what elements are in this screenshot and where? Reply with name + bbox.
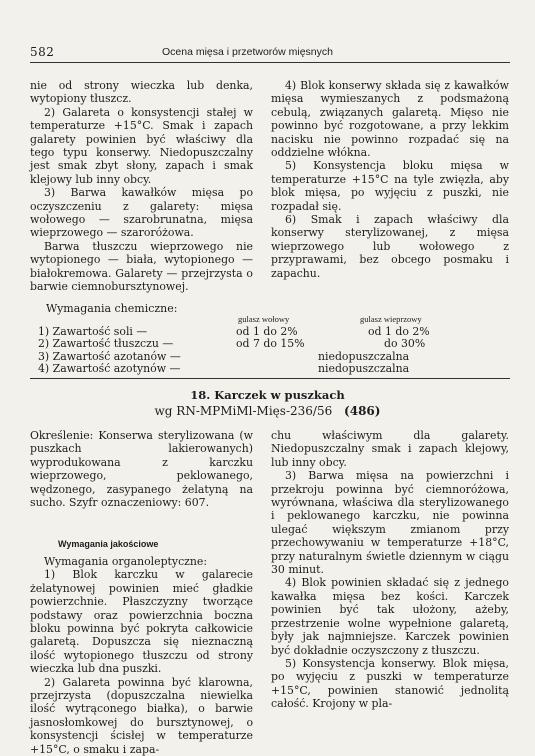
paragraph: 5) Konsystencja bloku mięsa w temperaturze +15°C na tyle zwięzła, aby blok mięsa, po wyjęciu z puszki, nie rozpadał się. [271, 159, 509, 213]
paragraph: 4) Blok powinien składać się z jednego kawałka mięsa bez kości. Karczek powinien być tak ułożony, ażeby, przestrzenie wolne wypełnione galaretą, były jak najmniejsze. Karczek powinien być dokładnie oczyszczony z tłuszczu. [271, 576, 509, 657]
paragraph: nie od strony wieczka lub denka, wytopiony tłuszcz. [30, 79, 253, 106]
table-row [38, 363, 478, 375]
row-label: 1) Zawartość soli — [38, 325, 148, 338]
paragraph: Wymagania organoleptyczne: [44, 555, 208, 568]
pork-value: od 1 do 2% [368, 325, 430, 338]
requirements-table [38, 326, 478, 375]
beef-value: od 1 do 2% [236, 325, 298, 338]
column-header-pork: gulasz wieprzowy [360, 314, 422, 324]
beef-value: od 7 do 15% [236, 337, 305, 351]
left-column-bottom [30, 429, 253, 509]
right-column-bottom [271, 429, 509, 711]
right-column-top [271, 79, 509, 280]
quality-requirements-heading: Wymagania jakościowe [58, 539, 159, 549]
paragraph: Barwa tłuszczu wieprzowego nie wytopionego — biała, wytopionego — białokremowa. Galarety — przejrzysta o barwie ciemnobursztynowej. [30, 239, 253, 294]
norm-code: wg RN-MPMiMl-Mięs-236/56 [154, 404, 333, 418]
page-number: 582 [30, 45, 55, 59]
section-divider [30, 378, 510, 379]
section-title: 18. Karczek w puszkach [190, 388, 345, 402]
section-norm [0, 404, 535, 418]
paragraph: 3) Barwa mięsa na powierzchni i przekroju powinna być ciemnoróżowa, wyrównana, właściwa dla sterylizowanego i peklowanego karczku, nie powinna ulegać większym zmianom przy przechowywaniu w temperaturze +18°C, przy naturalnym świetle dziennym w ciągu 30 minut. [271, 469, 509, 577]
pork-value: do 30% [384, 337, 426, 351]
left-column-top [30, 79, 253, 294]
norm-number: (486) [344, 404, 381, 418]
row-label: 2) Zawartość tłuszczu — [38, 337, 174, 351]
table-row [38, 338, 478, 350]
definition-paragraph: Określenie: Konserwa sterylizowana (w puszkach lakierowanych) wyprodukowana z karczku wieprzowego, peklowanego, wędzonego, zasypanego żelatyną na sucho. Szyfr oznaczeniowy: 607. [30, 429, 253, 510]
pork-value: niedopuszczalna [318, 349, 410, 363]
left-column-requirements [30, 555, 253, 756]
running-header [30, 44, 510, 63]
column-header-beef: gulasz wołowy [238, 314, 290, 324]
paragraph: 2) Galareta powinna być klarowna, przejrzysta (dopuszczalna niewielka ilość wytrąconego białka), o barwie jasnosłomkowej do bursztynowej, o konsystencji ścisłej w temperaturze +15°C, o smaku i zapa- [30, 675, 253, 756]
paragraph: 1) Blok karczku w galarecie żelatynowej powinien mieć gładkie powierzchnie. Płaszczyzny tworzące podstawy oraz powierzchnia boczna bloku powinna być pokryta całkowicie galaretą. Dopuszcza się nieznaczną ilość wytopionego tłuszczu od strony wieczka lub dna puszki. [30, 568, 253, 676]
requirements-title: Wymagania chemiczne: [46, 302, 178, 315]
paragraph: chu właściwym dla galarety. Niedopuszczalny smak i zapach klejowy, lub inny obcy. [271, 429, 509, 469]
row-label: 4) Zawartość azotynów — [38, 361, 181, 375]
paragraph: 5) Konsystencja konserwy. Blok mięsa, po wyjęciu z puszki w temperaturze +15°C, powinien stanowić jednolitą całość. Krojony w pla- [271, 656, 509, 711]
paragraph: 4) Blok konserwy składa się z kawałków mięsa wymieszanych z podsmażoną cebulą, związanych galaretą. Mięso nie powinno być rozgotowane, a przy lekkim nacisku nie powinno rozpadać się na oddzielne włókna. [271, 79, 509, 160]
paragraph: 6) Smak i zapach właściwy dla konserwy sterylizowanej, z mięsa wieprzowego lub wołowego z przyprawami, bez obcego posmaku i zapachu. [271, 213, 509, 280]
row-label: 3) Zawartość azotanów — [38, 349, 181, 363]
paragraph: 2) Galareta o konsystencji stałej w temperaturze +15°C. Smak i zapach galarety powinien być właściwy dla tego typu konserwy. Niedopuszczalny jest smak zbyt słony, zapach i smak klejowy lub inny obcy. [30, 105, 253, 186]
paragraph: 3) Barwa kawałków mięsa po oczyszczeniu z galarety: mięsa wołowego — szarobrunatna, mięsa wieprzowego — szaroróżowa. [30, 186, 253, 240]
running-title: Ocena mięsa i przetworów mięsnych [162, 46, 333, 58]
pork-value: niedopuszczalna [318, 361, 410, 375]
